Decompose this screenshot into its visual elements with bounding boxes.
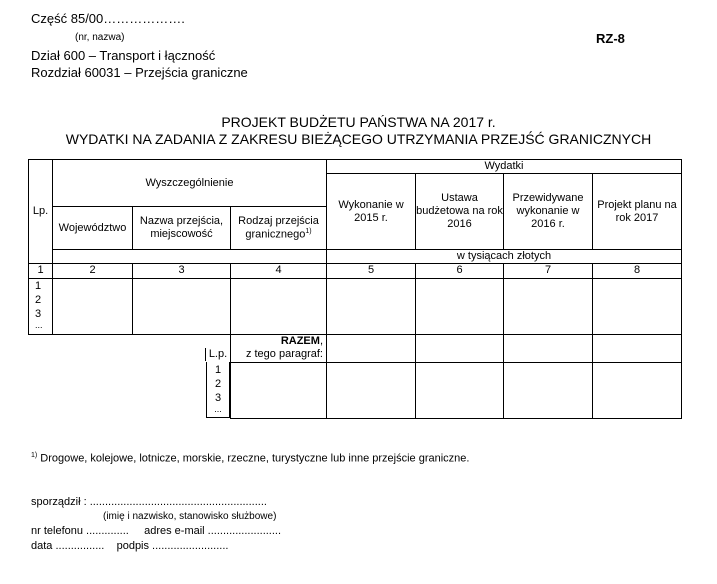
- expected-2016-header: Przewidywane wykonanie w 2016 r.: [504, 174, 593, 250]
- lp-header: Lp.: [29, 160, 53, 264]
- cell-crossing-type[interactable]: [231, 278, 327, 334]
- col-num: 1: [29, 264, 53, 278]
- division: Dział 600 – Transport i łączność: [31, 48, 216, 63]
- col-num: 2: [53, 264, 133, 278]
- cell-par-budget-2016[interactable]: [416, 362, 504, 418]
- column-numbers-row: [29, 264, 682, 278]
- crossing-type-header: Rodzaj przejścia granicznego$^{1)}$: [231, 207, 327, 250]
- total-plan-2017[interactable]: [593, 334, 682, 362]
- form-code: RZ-8: [596, 31, 625, 46]
- prepared-by-hint: (imię i nazwisko, stanowisko służbowe): [103, 511, 277, 522]
- cell-par-plan-2017[interactable]: [593, 362, 682, 418]
- title-line1: PROJEKT BUDŻETU PAŃSTWA NA 2017 r.: [221, 114, 496, 130]
- total-budget-2016[interactable]: [416, 334, 504, 362]
- specification-header: Wyszczególnienie: [53, 160, 327, 207]
- total-exec-2015[interactable]: [327, 334, 416, 362]
- cell-paragraph[interactable]: [231, 362, 327, 418]
- data-row: [29, 278, 682, 334]
- expenses-table: [28, 159, 682, 419]
- row-numbers: 1 2 3 ...: [29, 278, 53, 334]
- cell-par-expected-2016[interactable]: [504, 362, 593, 418]
- cell-budget-2016[interactable]: [416, 278, 504, 334]
- cell-plan-2017[interactable]: [593, 278, 682, 334]
- expenses-header: Wydatki: [327, 160, 682, 174]
- plan-2017-header: Projekt planu na rok 2017: [593, 174, 682, 250]
- cell-exec-2015[interactable]: [327, 278, 416, 334]
- crossing-name-header: Nazwa przejścia, miejscowość: [133, 207, 231, 250]
- sub-row-numbers: 1 2 3 ...: [206, 362, 230, 418]
- total-row: [29, 334, 682, 362]
- date-signature-field: data ................ podpis .........................: [31, 540, 229, 552]
- part-field: Część 85/00……………….: [31, 11, 185, 26]
- part-hint: (nr, nazwa): [75, 32, 125, 43]
- sub-lp-label: L.p.: [205, 348, 230, 361]
- budget-2016-header: Ustawa budżetowa na rok 2016: [416, 174, 504, 250]
- unit-label: w tysiącach złotych: [327, 250, 682, 264]
- cell-expected-2016[interactable]: [504, 278, 593, 334]
- cell-par-exec-2015[interactable]: [327, 362, 416, 418]
- col-num: 5: [327, 264, 416, 278]
- total-expected-2016[interactable]: [504, 334, 593, 362]
- total-label-cell: RAZEM, z tego paragraf: L.p.: [231, 334, 327, 362]
- col-num: 8: [593, 264, 682, 278]
- title-line2: WYDATKI NA ZADANIA Z ZAKRESU BIEŻĄCEGO UTRZYMANIA PRZEJŚĆ GRANICZNYCH: [65, 131, 652, 147]
- contact-field: nr telefonu .............. adres e-mail ........................: [31, 525, 282, 537]
- cell-voivodeship[interactable]: [53, 278, 133, 334]
- paragraph-row: [29, 362, 682, 418]
- chapter: Rozdział 60031 – Przejścia graniczne: [31, 65, 248, 80]
- col-num: 7: [504, 264, 593, 278]
- col-num: 4: [231, 264, 327, 278]
- footnote: $^{1)}$ Drogowe, kolejowe, lotnicze, morskie, rzeczne, turystyczne lub inne przejście graniczne.: [31, 452, 470, 465]
- prepared-by-field: sporządził : ..........................................................: [31, 496, 267, 508]
- exec-2015-header: Wykonanie w 2015 r.: [327, 174, 416, 250]
- col-num: 6: [416, 264, 504, 278]
- cell-crossing-name[interactable]: [133, 278, 231, 334]
- col-num: 3: [133, 264, 231, 278]
- voivodeship-header: Województwo: [53, 207, 133, 250]
